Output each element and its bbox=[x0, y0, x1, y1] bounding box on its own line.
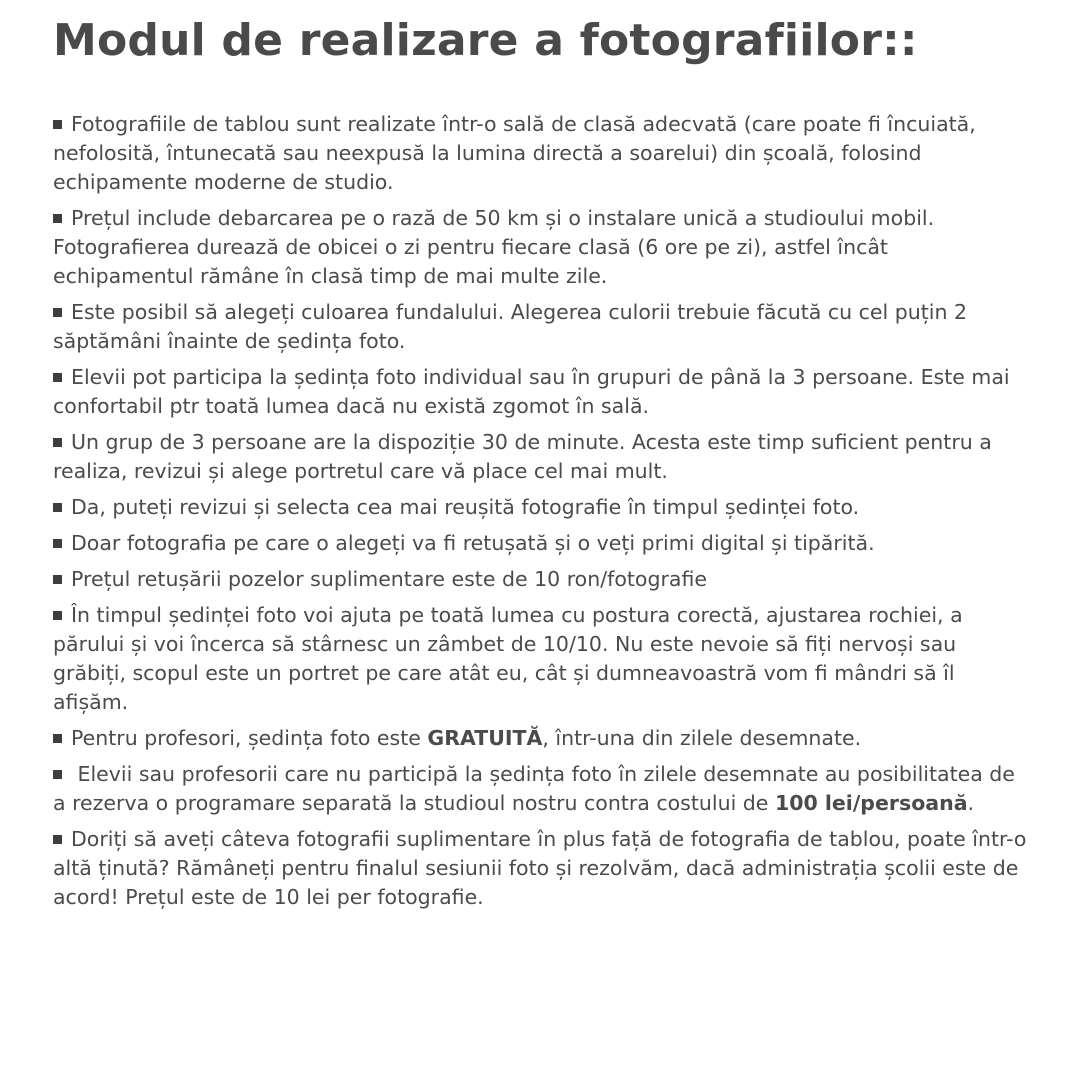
bullet-square-icon bbox=[53, 503, 62, 512]
list-item-text: Doriți să aveți câteva fotografii suplimentare în plus față de fotografia de tablou, poate într-o altă ținută? Rămâneți pentru finalul sesiunii foto și rezolvăm, dacă administrația școlii este de acord! Prețul este de 10 lei per fotografie. bbox=[53, 827, 1027, 909]
bullet-square-icon bbox=[53, 539, 62, 548]
bullet-square-icon bbox=[53, 835, 62, 844]
list-item-6 bbox=[53, 493, 1033, 522]
info-list bbox=[53, 110, 1033, 912]
list-item-7 bbox=[53, 529, 1033, 558]
free-label: GRATUITĂ bbox=[427, 726, 543, 750]
list-item-1 bbox=[53, 110, 1033, 197]
list-item-12 bbox=[53, 825, 1033, 912]
list-item-4 bbox=[53, 363, 1033, 421]
bullet-square-icon bbox=[53, 373, 62, 382]
list-item-text-before: Pentru profesori, ședința foto este bbox=[71, 726, 428, 750]
list-item-text: Un grup de 3 persoane are la dispoziție 30 de minute. Acesta este timp suficient pentru a realiza, revizui și alege portretul care vă place cel mai mult. bbox=[53, 430, 992, 483]
bullet-square-icon bbox=[53, 734, 62, 743]
list-item-text-after: . bbox=[967, 791, 975, 815]
bullet-square-icon bbox=[53, 611, 62, 620]
list-item-text: Este posibil să alegeți culoarea fundalului. Alegerea culorii trebuie făcută cu cel puțin 2 săptămâni înainte de ședința foto. bbox=[53, 300, 968, 353]
list-item-10 bbox=[53, 724, 1033, 753]
list-item-9 bbox=[53, 601, 1033, 717]
list-item-text: Prețul retușării pozelor suplimentare este de 10 ron/fotografie bbox=[71, 567, 707, 591]
list-item-text: Fotografiile de tablou sunt realizate într-o sală de clasă adecvată (care poate fi încuiată, nefolosită, întunecată sau neexpusă la lumina directă a soarelui) din școală, folosind echipamente moderne de studio. bbox=[53, 112, 976, 194]
page-title: Modul de realizare a fotografiilor:: bbox=[53, 15, 918, 66]
list-item-text: Da, puteți revizui și selecta cea mai reușită fotografie în timpul ședinței foto. bbox=[71, 495, 860, 519]
bullet-square-icon bbox=[53, 770, 62, 779]
list-item-text-before: Elevii sau profesorii care nu participă la ședința foto în zilele desemnate au posibilitatea de a rezerva o programare separată la studioul nostru contra costului de bbox=[53, 762, 1015, 815]
list-item-text: În timpul ședinței foto voi ajuta pe toată lumea cu postura corectă, ajustarea rochiei, a părului și voi încerca să stârnesc un zâmbet de 10/10. Nu este nevoie să fiți nervoși sau grăbiți, scopul este un portret pe care atât eu, cât și dumneavoastră vom fi mândri să îl afișăm. bbox=[53, 603, 963, 714]
list-item-text: Prețul include debarcarea pe o rază de 50 km și o instalare unică a studioului mobil. Fotografierea durează de obicei o zi pentru fiecare clasă (6 ore pe zi), astfel încât echipamentul rămâne în clasă timp de mai multe zile. bbox=[53, 206, 935, 288]
bullet-square-icon bbox=[53, 308, 62, 317]
list-item-3 bbox=[53, 298, 1033, 356]
price-label: 100 lei/persoană bbox=[774, 791, 968, 815]
list-item-8 bbox=[53, 565, 1033, 594]
bullet-square-icon bbox=[53, 438, 62, 447]
list-item-text-after: , într-una din zilele desemnate. bbox=[542, 726, 862, 750]
bullet-square-icon bbox=[53, 575, 62, 584]
list-item-2 bbox=[53, 204, 1033, 291]
list-item-text: Doar fotografia pe care o alegeți va fi retușată și o veți primi digital și tipărită. bbox=[71, 531, 875, 555]
document-page bbox=[53, 10, 1033, 919]
list-item-text: Elevii pot participa la ședința foto individual sau în grupuri de până la 3 persoane. Este mai confortabil ptr toată lumea dacă nu există zgomot în sală. bbox=[53, 365, 1010, 418]
bullet-square-icon bbox=[53, 214, 62, 223]
list-item-5 bbox=[53, 428, 1033, 486]
list-item-11 bbox=[53, 760, 1033, 818]
bullet-square-icon bbox=[53, 120, 62, 129]
